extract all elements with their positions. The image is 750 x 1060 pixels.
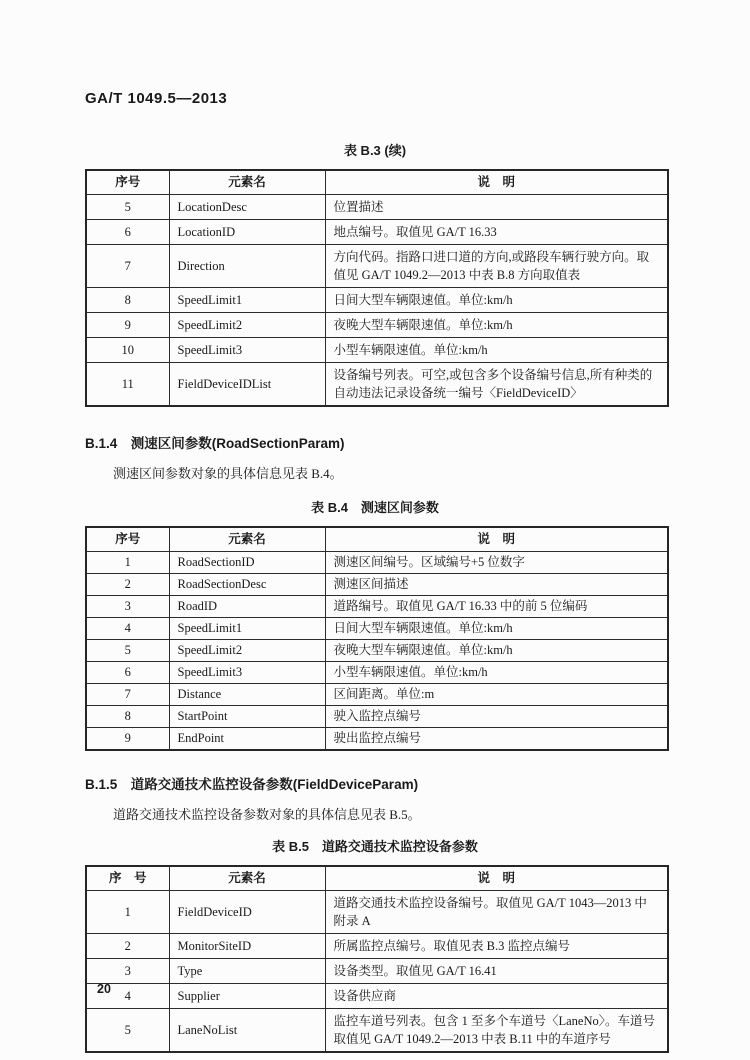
element-name-cell: LaneNoList [169,1009,325,1053]
row-number-cell: 7 [86,245,169,288]
col-header-seq: 序 号 [86,866,169,891]
row-number-cell: 7 [86,684,169,706]
element-name-cell: RoadSectionID [169,552,325,574]
description-cell: 小型车辆限速值。单位:km/h [325,338,668,363]
element-name-cell: Type [169,959,325,984]
row-number-cell: 3 [86,959,169,984]
header-row [86,170,668,195]
table-row [86,662,668,684]
table-row [86,552,668,574]
element-name-cell: MonitorSiteID [169,934,325,959]
description-cell: 夜晚大型车辆限速值。单位:km/h [325,640,668,662]
row-number-cell: 3 [86,596,169,618]
row-number-cell: 6 [86,220,169,245]
col-header-element-name: 元素名 [169,527,325,552]
table-row [86,728,668,751]
element-name-cell: Distance [169,684,325,706]
description-cell: 设备类型。取值见 GA/T 16.41 [325,959,668,984]
element-name-cell: SpeedLimit3 [169,662,325,684]
table-row [86,338,668,363]
table-row [86,640,668,662]
element-name-cell: EndPoint [169,728,325,751]
page-number: 20 [97,982,111,996]
header-row [86,527,668,552]
description-cell: 方向代码。指路口进口道的方向,或路段车辆行驶方向。取值见 GA/T 1049.2—2013 中表 B.8 方向取值表 [325,245,668,288]
table-row [86,220,668,245]
table-b4-header [86,527,668,552]
row-number-cell: 5 [86,640,169,662]
row-number-cell: 6 [86,662,169,684]
element-name-cell: RoadID [169,596,325,618]
table-row [86,984,668,1009]
row-number-cell: 1 [86,552,169,574]
section-heading-b15: B.1.5 道路交通技术监控设备参数(FieldDeviceParam) [85,777,419,792]
table-b3-header [86,170,668,195]
description-cell: 区间距离。单位:m [325,684,668,706]
element-name-cell: LocationID [169,220,325,245]
description-cell: 设备编号列表。可空,或包含多个设备编号信息,所有种类的自动违法记录设备统一编号〈FieldDeviceID〉 [325,363,668,407]
description-cell: 日间大型车辆限速值。单位:km/h [325,618,668,640]
table-row [86,1009,668,1053]
table-b4-title: 表 B.4 测速区间参数 [311,500,439,515]
row-number-cell: 5 [86,195,169,220]
description-cell: 所属监控点编号。取值见表 B.3 监控点编号 [325,934,668,959]
col-header-description: 说 明 [325,866,668,891]
table-row [86,288,668,313]
col-header-description: 说 明 [325,527,668,552]
description-cell: 日间大型车辆限速值。单位:km/h [325,288,668,313]
element-name-cell: SpeedLimit3 [169,338,325,363]
table-b4 [85,526,669,751]
table-b5-header [86,866,668,891]
description-cell: 道路交通技术监控设备编号。取值见 GA/T 1043—2013 中附录 A [325,891,668,934]
row-number-cell: 2 [86,934,169,959]
table-row [86,618,668,640]
description-cell: 测速区间编号。区域编号+5 位数字 [325,552,668,574]
table-row [86,195,668,220]
description-cell: 监控车道号列表。包含 1 至多个车道号〈LaneNo〉。车道号取值见 GA/T 1049.2—2013 中表 B.11 中的车道序号 [325,1009,668,1053]
element-name-cell: Direction [169,245,325,288]
row-number-cell: 1 [86,891,169,934]
col-header-seq: 序号 [86,170,169,195]
element-name-cell: SpeedLimit1 [169,618,325,640]
section-heading-b14: B.1.4 测速区间参数(RoadSectionParam) [85,436,345,451]
element-name-cell: FieldDeviceID [169,891,325,934]
row-number-cell: 11 [86,363,169,407]
element-name-cell: SpeedLimit2 [169,640,325,662]
description-cell: 地点编号。取值见 GA/T 16.33 [325,220,668,245]
element-name-cell: SpeedLimit1 [169,288,325,313]
description-cell: 设备供应商 [325,984,668,1009]
table-row [86,684,668,706]
row-number-cell: 4 [86,618,169,640]
row-number-cell: 5 [86,1009,169,1053]
header-row [86,866,668,891]
table-row [86,891,668,934]
row-number-cell: 2 [86,574,169,596]
table-row [86,574,668,596]
row-number-cell: 10 [86,338,169,363]
table-row [86,245,668,288]
row-number-cell: 8 [86,288,169,313]
table-b3 [85,169,669,407]
table-b5-body [86,891,668,1053]
table-b5-title: 表 B.5 道路交通技术监控设备参数 [272,839,478,854]
description-cell: 测速区间描述 [325,574,668,596]
col-header-seq: 序号 [86,527,169,552]
description-cell: 道路编号。取值见 GA/T 16.33 中的前 5 位编码 [325,596,668,618]
table-row [86,934,668,959]
element-name-cell: StartPoint [169,706,325,728]
table-b3-title: 表 B.3 (续) [343,143,407,158]
row-number-cell: 4 [86,984,169,1009]
section-paragraph-b15: 道路交通技术监控设备参数对象的具体信息见表 B.5。 [113,807,421,822]
table-row [86,959,668,984]
description-cell: 夜晚大型车辆限速值。单位:km/h [325,313,668,338]
document-number: GA/T 1049.5—2013 [85,90,228,107]
table-row [86,313,668,338]
table-row [86,706,668,728]
row-number-cell: 8 [86,706,169,728]
row-number-cell: 9 [86,313,169,338]
table-b4-body [86,552,668,751]
element-name-cell: RoadSectionDesc [169,574,325,596]
col-header-element-name: 元素名 [169,866,325,891]
section-paragraph-b14: 测速区间参数对象的具体信息见表 B.4。 [113,466,343,481]
col-header-description: 说 明 [325,170,668,195]
element-name-cell: LocationDesc [169,195,325,220]
description-cell: 小型车辆限速值。单位:km/h [325,662,668,684]
description-cell: 位置描述 [325,195,668,220]
description-cell: 驶入监控点编号 [325,706,668,728]
element-name-cell: Supplier [169,984,325,1009]
description-cell: 驶出监控点编号 [325,728,668,751]
row-number-cell: 9 [86,728,169,751]
element-name-cell: SpeedLimit2 [169,313,325,338]
table-b5 [85,865,669,1053]
element-name-cell: FieldDeviceIDList [169,363,325,407]
table-b3-body [86,195,668,407]
table-row [86,363,668,407]
col-header-element-name: 元素名 [169,170,325,195]
table-row [86,596,668,618]
